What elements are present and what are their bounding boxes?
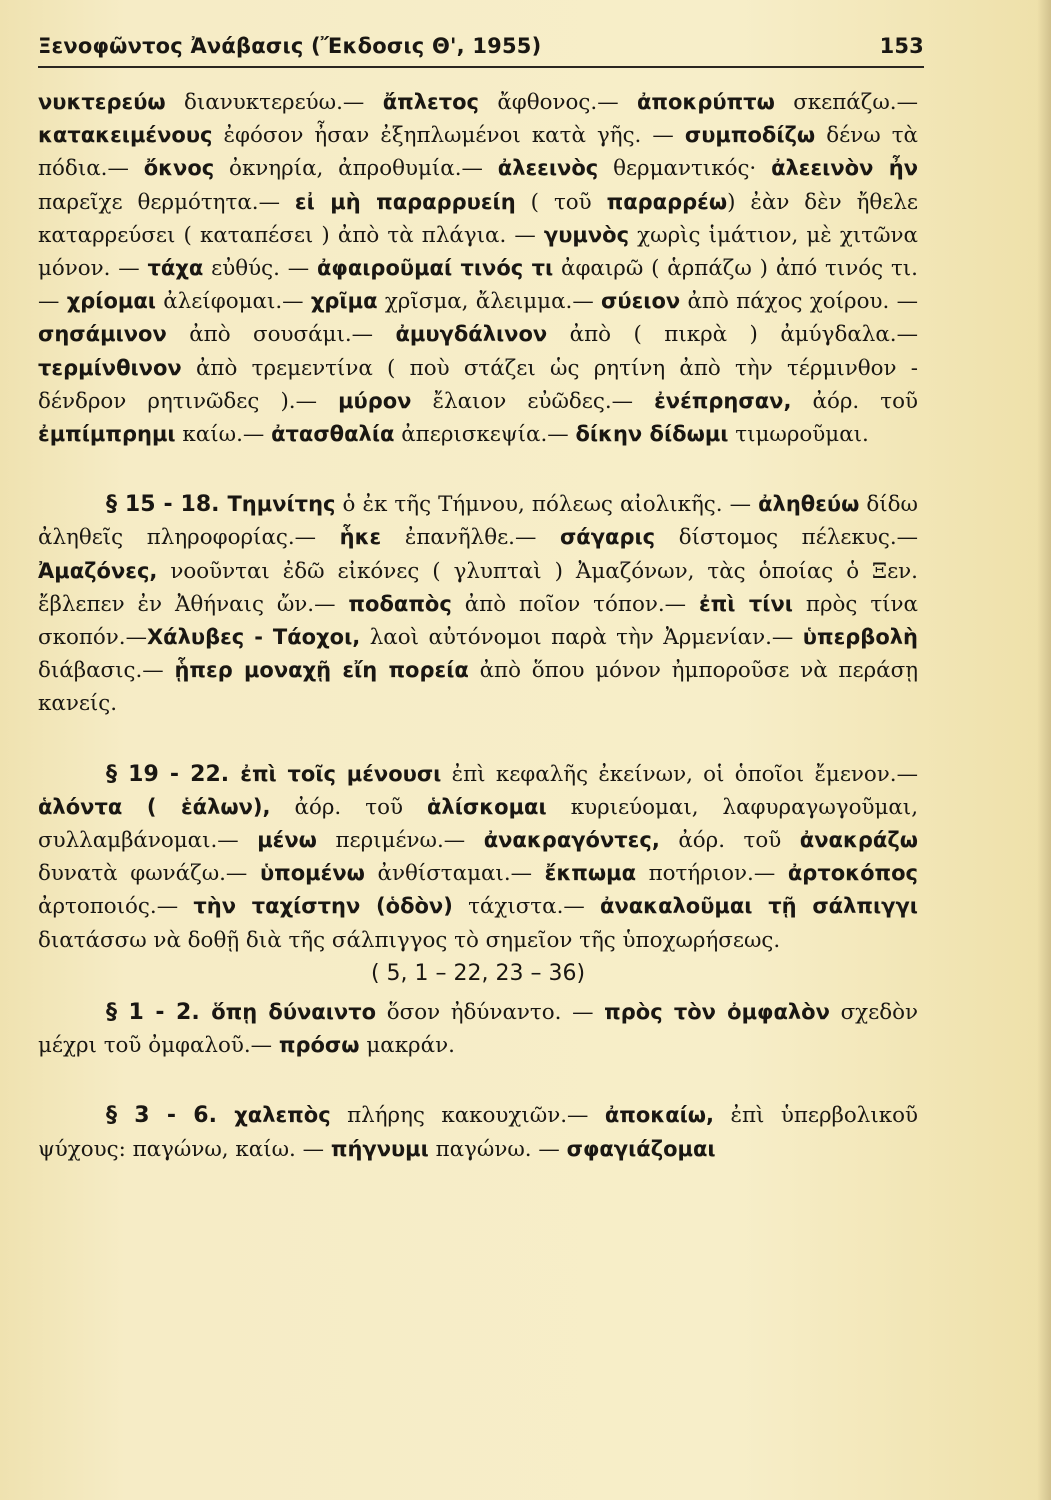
lemma-term: μένω	[257, 828, 317, 853]
definition-text: ὀκνηρία, ἀπροθυμία.—	[214, 156, 498, 182]
lemma-term: Τημνίτης	[227, 492, 336, 517]
definition-text: τιμωροῦμαι.	[728, 422, 869, 448]
definition-text: ἐφόσον ἦσαν ἐξηπλωμένοι κατὰ γῆς. —	[212, 123, 685, 149]
lemma-term: ἧκε	[339, 525, 382, 550]
lemma-term: ἀνακραγόντες,	[483, 828, 660, 853]
definition-text: ) ἐὰν δὲν ἤθελε καταρρεύσει ( καταπέσει ) ἀπὸ τὰ πλάγια. —	[38, 189, 919, 248]
definition-text: κυριεύομαι, λαφυραγωγοῦμαι, συλλαμβάνομαι.—	[38, 794, 918, 854]
definition-text: ἀόρ. τοῦ	[791, 388, 919, 414]
definition-text: ἀρτοποιός.—	[38, 894, 194, 920]
glossary-paragraph	[38, 1099, 918, 1165]
definition-text: σκεπάζω.—	[774, 90, 918, 115]
definition-text: ἀνθίσταμαι.—	[364, 861, 545, 887]
definition-text: διανυκτερεύω.—	[165, 90, 383, 115]
definition-text: δίδω ἀληθεῖς πληροφορίας.—	[38, 492, 919, 551]
lemma-term: ἀμυγδάλινον	[395, 322, 548, 347]
lemma-term: ἀρτοκόπος	[787, 861, 918, 886]
definition-text: ἀλείφομαι.—	[155, 289, 311, 315]
lemma-term: σύειον	[601, 289, 681, 314]
definition-text: λαοὶ αὐτόνομοι παρὰ τὴν Ἀρμενίαν.—	[360, 625, 803, 651]
definition-text: ἄφθονος.—	[478, 90, 637, 115]
lemma-term: ἁλίσκομαι	[427, 794, 547, 819]
definition-text: παρεῖχε θερμότητα.—	[38, 189, 295, 215]
lemma-term: ἐπὶ τίνι	[698, 591, 793, 616]
definition-text: δίστομος πέλεκυς.—	[655, 525, 919, 551]
definition-text: ποτήριον.—	[636, 861, 788, 887]
glossary-paragraph	[38, 758, 918, 957]
lemma-term: συμποδίζω	[684, 123, 816, 148]
definition-text: χωρὶς ἱμάτιον, μὲ χιτῶνα μόνον. —	[38, 222, 918, 282]
definition-text: ἀπὸ τρεμεντίνα ( ποὺ στάζει ὡς ρητίνη ἀπὸ τὴν τέρμινθον - δένδρον ρητινῶδες ).—	[38, 355, 918, 414]
header-rule	[38, 66, 924, 68]
lemma-term: ἀτασθαλία	[271, 422, 395, 447]
lemma-term: ἀποκρύπτω	[636, 90, 775, 114]
page-body	[38, 86, 918, 1166]
lemma-term: χαλεπὸς	[234, 1103, 331, 1128]
definition-text: ὅσον ἠδύναντο. —	[376, 1000, 605, 1026]
lemma-term: ὄκνος	[143, 156, 215, 181]
lemma-term: παραρρέω	[606, 189, 728, 214]
lemma-term: σησάμινον	[38, 322, 167, 347]
definition-text: τοῦ	[553, 189, 607, 215]
glossary-paragraph	[38, 488, 918, 720]
lemma-term: ὑπερβολὴ	[802, 625, 918, 650]
section-marker: § 1 - 2.	[106, 1000, 212, 1026]
definition-text: ἀόρ. τοῦ	[659, 828, 800, 854]
definition-text: ἀφαιρῶ ( ἁρπάζω ) ἀπό τινός τι. —	[38, 256, 918, 315]
definition-text: διάβασις.—	[38, 658, 175, 684]
definition-text: καίω.—	[175, 422, 272, 448]
lemma-term: νυκτερεύω	[38, 90, 166, 114]
running-title: Ξενοφῶντος Ἀνάβασις (Ἔκδοσις Θ', 1955)	[38, 34, 542, 58]
lemma-term: ἀνακράζω	[799, 828, 918, 853]
lemma-term: πρόσω	[278, 1033, 360, 1058]
definition-text: ἀπὸ σουσάμι.—	[166, 322, 396, 348]
definition-text: παγώνω. —	[428, 1136, 567, 1162]
definition-text: ὁ ἐκ τῆς Τήμνου, πόλεως αἰολικῆς. —	[335, 492, 759, 518]
definition-text: δυνατὰ φωνάζω.—	[38, 861, 260, 887]
definition-text: μακράν.	[359, 1033, 455, 1059]
lemma-term: ἐμπίμπρημι	[38, 422, 176, 447]
section-marker: § 3 - 6.	[106, 1103, 235, 1129]
lemma-term: τὴν ταχίστην (ὁδὸν)	[193, 894, 453, 919]
definition-text: νοοῦνται ἐδῶ εἰκόνες ( γλυπταὶ ) Ἀμαζόνων, τὰς ὁποίας ὁ Ξεν. ἔβλεπεν ἐν Ἀθήναις ὤν.—	[38, 558, 918, 617]
definition-text: τάχιστα.—	[452, 894, 601, 920]
lemma-term: ᾗπερ μοναχῇ εἴη πορεία	[174, 658, 469, 683]
definition-text: εὐθύς. —	[203, 256, 317, 282]
glossary-paragraph	[38, 86, 918, 451]
definition-text: ἀπὸ ποῖον τόπον.—	[451, 591, 699, 617]
lemma-term: ἀφαιροῦμαί τινός τι	[316, 256, 554, 281]
definition-text: ἀπὸ ὅπου μόνον ἠμποροῦσε νὰ περάσῃ κανείς.	[38, 658, 919, 717]
lemma-term: ἄπλετος	[382, 90, 479, 114]
definition-text: χρῖσμα, ἄλειμμα.—	[377, 289, 602, 315]
lemma-term: Ἀμαζόνες,	[38, 558, 158, 583]
definition-text: ἀπὸ ( πικρὰ ) ἀμύγδαλα.—	[547, 322, 918, 348]
lemma-term: ἀληθεύω	[758, 492, 860, 517]
section-reference: ( 5, 1 – 22, 23 – 36)	[370, 960, 586, 986]
lemma-term: τάχα	[147, 256, 204, 281]
definition-text: (	[515, 189, 554, 215]
definition-text: σχεδὸν μέχρι τοῦ ὀμφαλοῦ.—	[38, 1000, 918, 1059]
lemma-term: γυμνὸς	[543, 222, 630, 247]
lemma-term: ὅπῃ δύναιντο	[211, 1000, 377, 1025]
lemma-term: δίκην δίδωμι	[575, 422, 729, 447]
glossary-paragraph	[38, 996, 918, 1062]
definition-text: ἔλαιον εὐῶδες.—	[411, 388, 655, 414]
lemma-term: χρῖμα	[310, 289, 378, 314]
lemma-term: ἀποκαίω,	[604, 1103, 715, 1128]
definition-text: ἀπὸ πάχος χοίρου. —	[680, 289, 919, 315]
lemma-term: πρὸς τὸν ὀμφαλὸν	[604, 1000, 830, 1025]
lemma-term: ποδαπὸς	[348, 591, 452, 616]
definition-text: διατάσσω νὰ δοθῇ διὰ τῆς σάλπιγγος τὸ σημεῖον τῆς ὑποχωρήσεως.	[38, 927, 781, 953]
lemma-term: τερμίνθινον	[38, 355, 182, 380]
lemma-term: σάγαρις	[559, 525, 656, 550]
definition-text: θερμαντικός·	[598, 156, 772, 182]
lemma-term: ὑπομένω	[259, 861, 365, 886]
lemma-term: μύρον	[338, 388, 412, 413]
definition-text: περιμένω.—	[316, 828, 484, 854]
definition-text: ἀόρ. τοῦ	[270, 794, 427, 820]
lemma-term: ἔκπωμα	[544, 861, 636, 886]
definition-text: ἐπανῆλθε.—	[381, 525, 560, 551]
page-edge-shadow	[1037, 0, 1051, 1500]
definition-text: δένω τὰ πόδια.—	[38, 123, 918, 182]
definition-text: πλήρης κακουχιῶν.—	[330, 1103, 605, 1129]
lemma-term: κατακειμένους	[38, 123, 213, 148]
lemma-term: Χάλυβες - Τάοχοι,	[146, 625, 361, 650]
running-header	[38, 30, 924, 64]
lemma-term: ἐνέπρησαν,	[654, 388, 792, 413]
lemma-term: ἀλεεινὸς	[497, 156, 599, 181]
section-marker: § 15 - 18.	[106, 492, 228, 518]
definition-text: ἐπὶ κεφαλῆς ἐκείνων, οἱ ὁποῖοι ἔμενον.—	[441, 761, 918, 787]
lemma-term: χρίομαι	[66, 289, 156, 314]
lemma-term: ἀνακαλοῦμαι τῇ σάλπιγγι	[600, 894, 918, 919]
definition-text: ἐπὶ ὑπερβολικοῦ ψύχους: παγώνω, καίω. —	[38, 1103, 918, 1162]
lemma-term: σφαγιάζομαι	[566, 1136, 716, 1161]
lemma-term: πήγνυμι	[330, 1136, 429, 1161]
lemma-term: ἀλεεινὸν ἦν	[771, 156, 918, 181]
lemma-term: ἐπὶ τοῖς μένουσι	[240, 761, 442, 786]
definition-text: ἀπερισκεψία.—	[394, 422, 576, 448]
definition-text: πρὸς τίνα σκοπόν.—	[38, 591, 918, 651]
lemma-term: ἁλόντα ( ἑάλων),	[38, 794, 271, 819]
lemma-term: εἰ μὴ παραρρυείη	[294, 189, 516, 214]
section-marker: § 19 - 22.	[106, 761, 241, 787]
page-number: 153	[879, 34, 924, 58]
